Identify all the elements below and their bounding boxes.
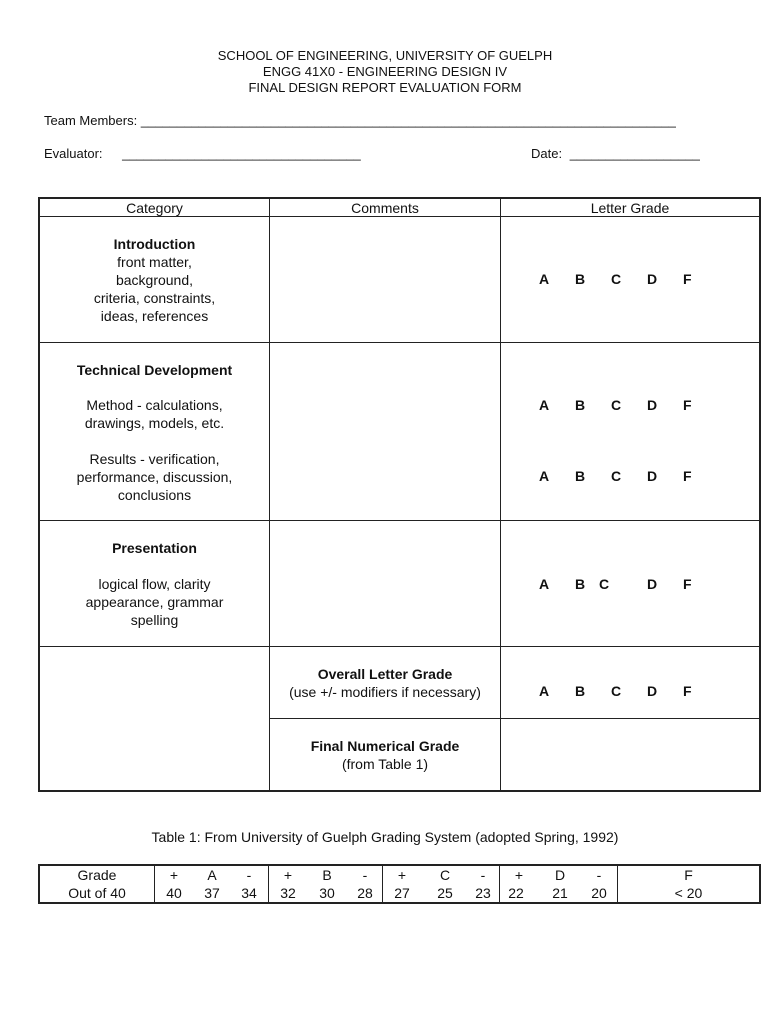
- grade-option-b[interactable]: B: [575, 271, 586, 287]
- grade-modifier: -: [362, 867, 368, 883]
- grade-option-c[interactable]: C: [611, 397, 622, 413]
- grade-option-d[interactable]: D: [647, 683, 658, 699]
- introduction-detail: ideas, references: [100, 308, 209, 324]
- team-members-label: Team Members:: [44, 113, 138, 128]
- presentation-title: Presentation: [112, 540, 197, 556]
- grade-option-d[interactable]: D: [647, 576, 658, 592]
- grade-score: 32: [280, 885, 296, 901]
- introduction-category: [40, 235, 269, 325]
- team-members-blank[interactable]: __________________________________________________________________________: [140, 113, 676, 128]
- grade-option-d[interactable]: D: [647, 468, 658, 484]
- date-field[interactable]: [531, 146, 700, 162]
- presentation-comments-cell[interactable]: [270, 521, 500, 646]
- grade-option-b[interactable]: B: [575, 468, 586, 484]
- grade-option-f[interactable]: F: [683, 397, 692, 413]
- grade-score: 30: [319, 885, 335, 901]
- table1-bottom-border: [38, 902, 761, 904]
- table1-top-border: [38, 864, 761, 866]
- final-numerical-grade-title: Final Numerical Grade: [310, 738, 460, 754]
- final-numerical-grade-input[interactable]: [501, 719, 759, 790]
- grade-option-c[interactable]: C: [611, 683, 622, 699]
- row-divider: [38, 646, 761, 647]
- grade-letter: D: [554, 867, 566, 883]
- overall-grade-options[interactable]: [501, 683, 759, 701]
- grade-score: 21: [552, 885, 568, 901]
- grade-option-a[interactable]: A: [539, 576, 550, 592]
- results-grade-options[interactable]: [501, 468, 759, 486]
- grade-score: 22: [508, 885, 524, 901]
- evaluator-label: Evaluator:: [44, 146, 103, 161]
- introduction-detail: front matter,: [117, 254, 192, 270]
- grade-score: 27: [394, 885, 410, 901]
- introduction-comments-cell[interactable]: [270, 217, 500, 342]
- method-grade-options[interactable]: [501, 397, 759, 415]
- team-members-field[interactable]: [44, 113, 676, 129]
- table1-caption: Table 1: From University of Guelph Grading System (adopted Spring, 1992): [151, 829, 619, 845]
- form-institution: SCHOOL OF ENGINEERING, UNIVERSITY OF GUELPH: [217, 48, 553, 63]
- grade-option-f[interactable]: F: [683, 271, 692, 287]
- grade-letter: B: [322, 867, 332, 883]
- grade-modifier: -: [480, 867, 486, 883]
- technical-results-line: performance, discussion,: [76, 469, 233, 485]
- grade-modifier: +: [169, 867, 179, 883]
- technical-results-line: Results - verification,: [89, 451, 220, 467]
- introduction-detail: criteria, constraints,: [93, 290, 216, 306]
- introduction-detail: background,: [115, 272, 194, 288]
- grade-option-a[interactable]: A: [539, 271, 550, 287]
- column-header-category: Category: [126, 200, 183, 216]
- overall-letter-grade-label: [270, 665, 500, 701]
- grade-option-c[interactable]: C: [599, 576, 610, 592]
- date-blank[interactable]: __________________: [569, 146, 700, 161]
- column-header-letter-grade: Letter Grade: [590, 200, 670, 216]
- technical-method-line: Method - calculations,: [86, 397, 223, 413]
- final-numerical-grade-label: [270, 737, 500, 773]
- presentation-detail: spelling: [130, 612, 179, 628]
- grade-letter: C: [439, 867, 451, 883]
- introduction-title: Introduction: [113, 236, 196, 252]
- presentation-details: [40, 575, 269, 629]
- grade-letter: F: [684, 867, 693, 883]
- evaluator-blank[interactable]: _________________________________: [122, 146, 361, 161]
- technical-method: [40, 396, 269, 432]
- grade-score: 34: [241, 885, 257, 901]
- grade-option-b[interactable]: B: [575, 683, 586, 699]
- grade-option-d[interactable]: D: [647, 397, 658, 413]
- grade-score: 40: [166, 885, 182, 901]
- grade-score: 23: [475, 885, 491, 901]
- grade-option-c[interactable]: C: [611, 468, 622, 484]
- grade-option-f[interactable]: F: [683, 468, 692, 484]
- grade-modifier: -: [596, 867, 602, 883]
- technical-results-line: conclusions: [117, 487, 192, 503]
- overall-letter-grade-note: (use +/- modifiers if necessary): [289, 684, 481, 700]
- table1-grade-label: Grade: [77, 867, 117, 883]
- grade-option-b[interactable]: B: [575, 397, 586, 413]
- presentation-detail: logical flow, clarity: [98, 576, 211, 592]
- technical-comments-cell[interactable]: [270, 343, 500, 520]
- grade-score: < 20: [674, 885, 703, 901]
- grade-letter: A: [207, 867, 217, 883]
- form-title: FINAL DESIGN REPORT EVALUATION FORM: [248, 80, 522, 95]
- grade-score: 28: [357, 885, 373, 901]
- grade-score: 25: [437, 885, 453, 901]
- grade-modifier: +: [514, 867, 524, 883]
- grade-option-b[interactable]: B: [575, 576, 586, 592]
- grade-option-f[interactable]: F: [683, 576, 692, 592]
- overall-letter-grade-title: Overall Letter Grade: [317, 666, 453, 682]
- technical-method-line: drawings, models, etc.: [84, 415, 225, 431]
- presentation-detail: appearance, grammar: [85, 594, 224, 610]
- grade-modifier: -: [246, 867, 252, 883]
- column-header-comments: Comments: [351, 200, 419, 216]
- table-right-border: [759, 197, 761, 792]
- final-numerical-grade-note: (from Table 1): [341, 756, 429, 772]
- grade-score: 20: [591, 885, 607, 901]
- evaluator-field[interactable]: [44, 146, 361, 162]
- grade-option-c[interactable]: C: [611, 271, 622, 287]
- grade-option-a[interactable]: A: [539, 397, 550, 413]
- table1-out-of-40-label: Out of 40: [68, 885, 126, 901]
- grade-modifier: +: [397, 867, 407, 883]
- grade-option-f[interactable]: F: [683, 683, 692, 699]
- grade-option-a[interactable]: A: [539, 683, 550, 699]
- introduction-grade-options[interactable]: [501, 271, 759, 289]
- date-label: Date:: [531, 146, 563, 161]
- table-bottom-border: [38, 790, 761, 792]
- table1-right-border: [759, 864, 761, 904]
- presentation-grade-options[interactable]: [501, 576, 759, 594]
- grade-score: 37: [204, 885, 220, 901]
- technical-development-title: Technical Development: [76, 362, 233, 378]
- grade-option-a[interactable]: A: [539, 468, 550, 484]
- grade-option-d[interactable]: D: [647, 271, 658, 287]
- grade-modifier: +: [283, 867, 293, 883]
- technical-results: [40, 450, 269, 504]
- form-course: ENGG 41X0 - ENGINEERING DESIGN IV: [262, 64, 508, 79]
